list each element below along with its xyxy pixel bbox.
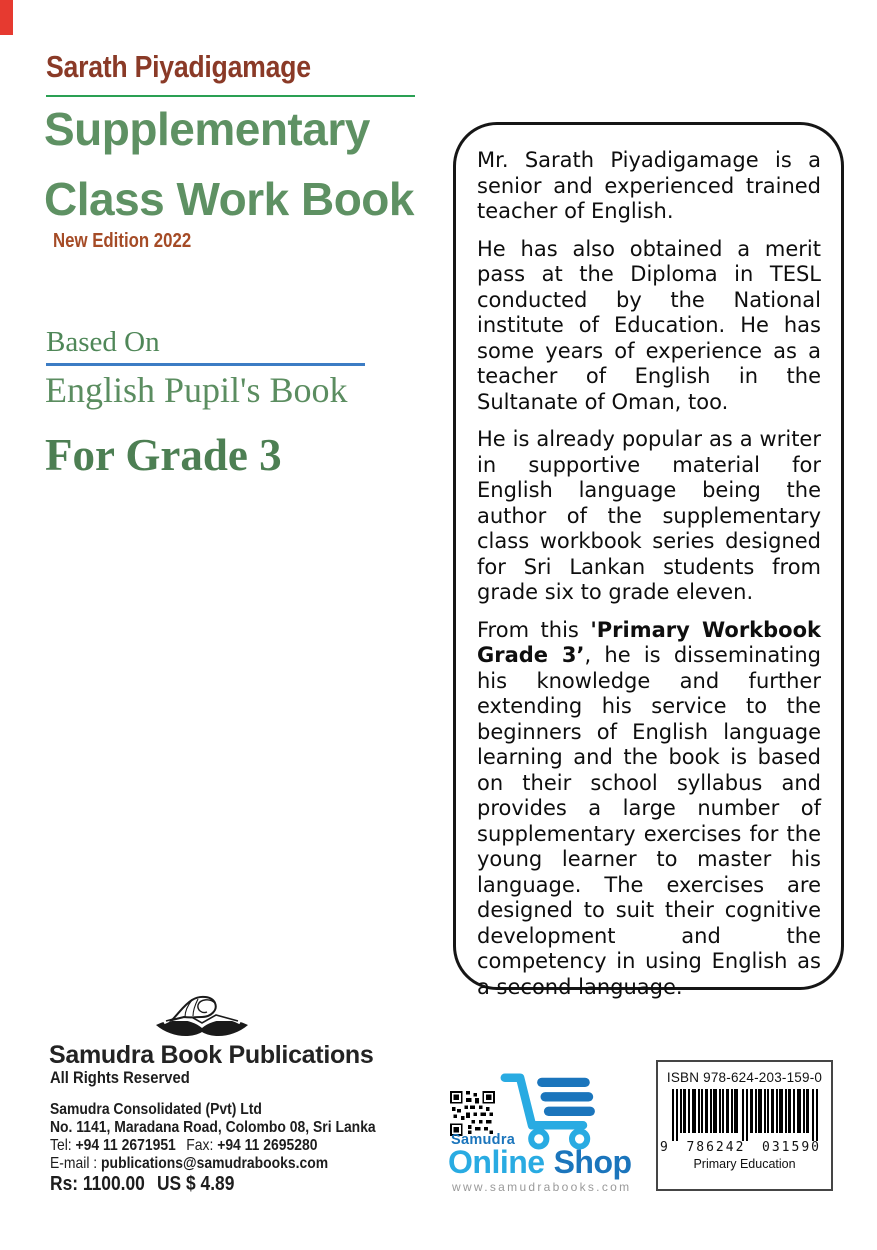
phone-line [50, 1137, 376, 1155]
based-on-label: Based On [46, 326, 160, 358]
about-paragraph-1: Mr. Sarath Piyadigamage is a senior and experienced trained teacher of English. [477, 148, 821, 223]
paragraph4-post: , he is disseminating his knowledge and further extending his service to the beginners of English language learning and the book is based on their school syllabus and provides a large number of supplementary exercises for the young learner to master his language. The exercises are designed to suit their cognitive development and the competency in using English as a second language. [477, 643, 821, 999]
blue-divider [46, 363, 365, 366]
barcode-digits [658, 1140, 831, 1155]
book-title-line1: Supplementary [44, 103, 370, 155]
fax-label: Fax: [186, 1137, 214, 1154]
publisher-name: Samudra Book Publications [49, 1041, 374, 1069]
price-text [50, 1175, 376, 1193]
isbn-label: ISBN 978-624-203-159-0 [666, 1070, 823, 1085]
barcode-digit-group1: 786242 [686, 1140, 746, 1155]
about-author-panel [453, 122, 844, 999]
email-address: publications@samudrabooks.com [101, 1155, 329, 1172]
qr-code-icon [450, 1091, 495, 1136]
shop-url: www.samudrabooks.com [452, 1180, 632, 1194]
source-book-title: English Pupil's Book [45, 370, 348, 410]
rights-notice: All Rights Reserved [50, 1068, 190, 1087]
fax-number: +94 11 2695280 [217, 1137, 318, 1154]
publisher-address-block [50, 1101, 376, 1193]
barcode-icon [670, 1089, 820, 1141]
barcode-digit-group2: 031590 [762, 1140, 821, 1155]
edition-label: New Edition 2022 [53, 230, 192, 252]
about-paragraph-3: He is already popular as a writer in supportive material for English language being the author of the supplementary class workbook series designed for Sri Lankan students from grade six to grade eleven. [477, 427, 821, 604]
highlighted-book-title: 'Primary Workbook Grade 3’ [477, 617, 821, 667]
tel-number: +94 11 2671951 [75, 1137, 176, 1154]
category-label: Primary Education [693, 1157, 796, 1171]
company-name: Samudra Consolidated (Pvt) Ltd [50, 1101, 262, 1118]
about-paragraph-4 [477, 618, 821, 1001]
paragraph4-pre: From this [477, 617, 591, 642]
shop-title [448, 1144, 632, 1181]
email-line [50, 1155, 376, 1173]
shop-brand-name: Samudra [451, 1132, 516, 1148]
shop-title-shop: Shop [553, 1144, 632, 1180]
email-label: E-mail : [50, 1155, 98, 1172]
about-paragraph-2: He has also obtained a merit pass at the Diploma in TESL conducted by the National institute of Education. He has some years of experience as a teacher of English in the Sultanate of Oman, too. [477, 236, 821, 414]
shop-title-online: Online [448, 1144, 545, 1180]
barcode-digit-lead: 9 [660, 1140, 670, 1155]
price-rupees: Rs: 1100.00 [50, 1173, 145, 1195]
green-divider [46, 95, 415, 97]
isbn-box [656, 1060, 833, 1191]
author-name: Sarath Piyadigamage [46, 49, 311, 84]
grade-title: For Grade 3 [45, 430, 282, 480]
price-usd: US $ 4.89 [156, 1173, 235, 1195]
red-corner-mark [0, 0, 13, 35]
book-title-line2: Class Work Book [44, 173, 414, 225]
company-address: No. 1141, Maradana Road, Colombo 08, Sri Lanka [50, 1119, 376, 1136]
tel-label: Tel: [50, 1137, 72, 1154]
publisher-book-logo-icon [150, 992, 254, 1044]
